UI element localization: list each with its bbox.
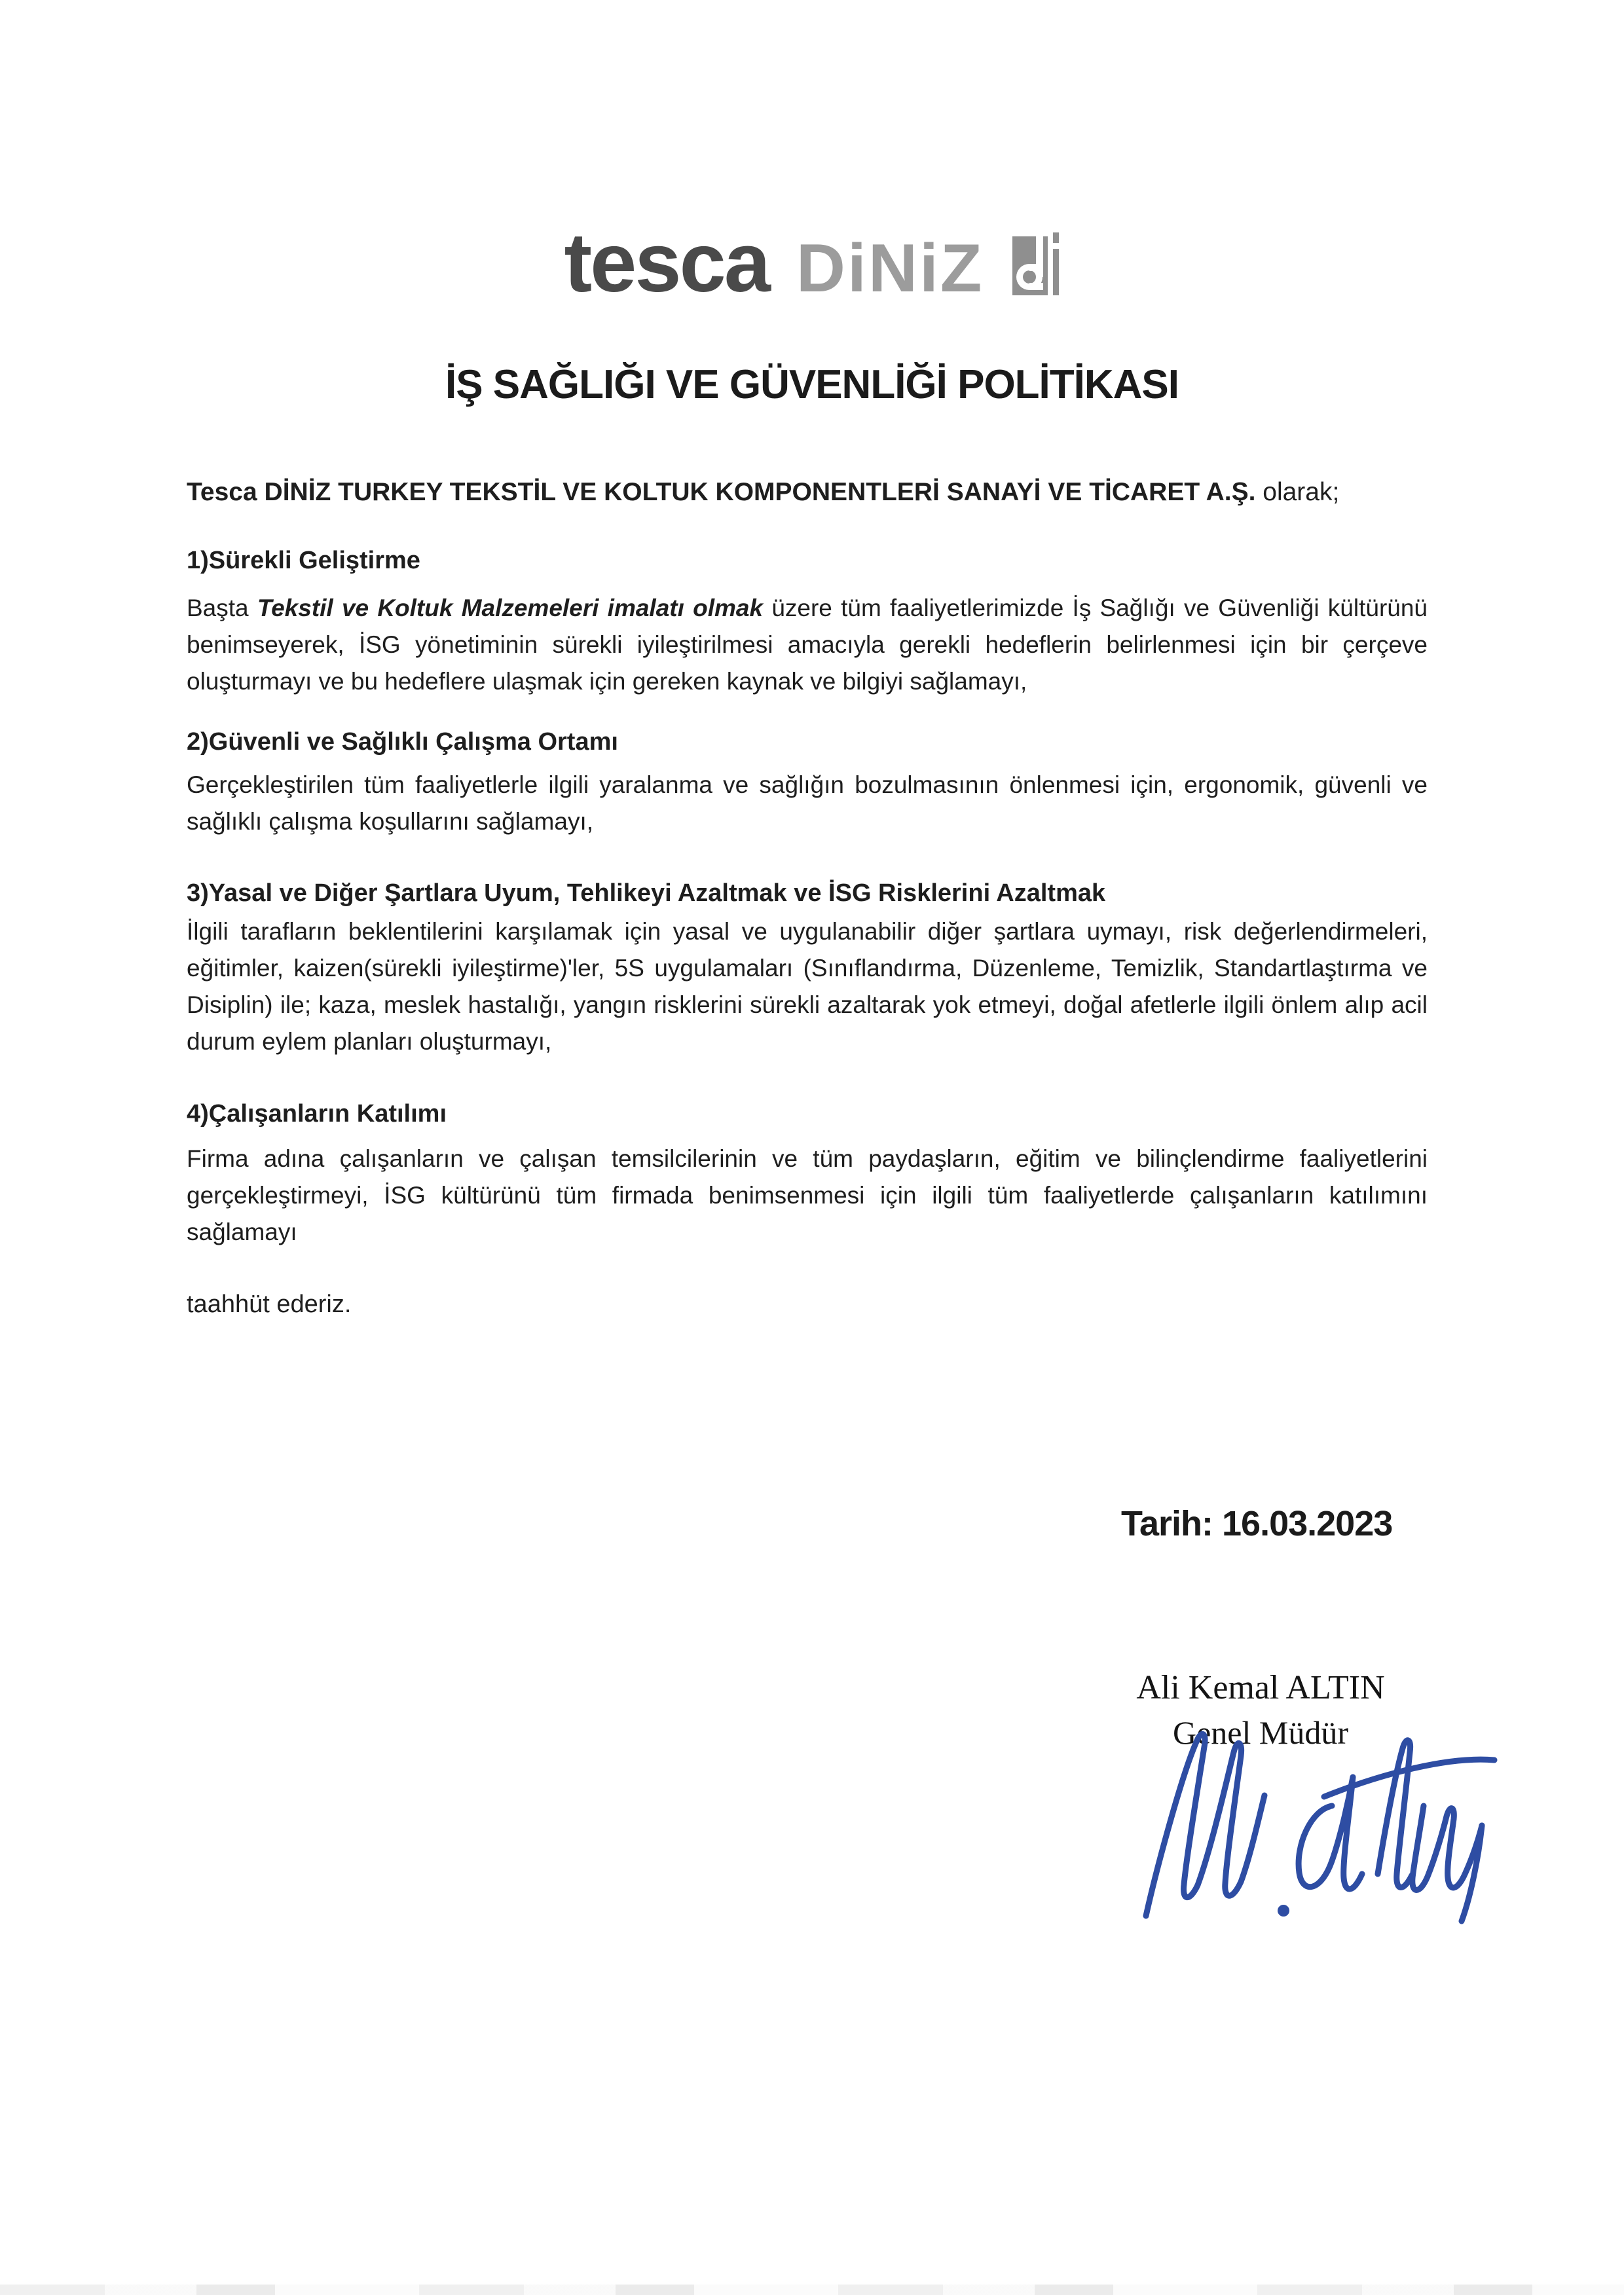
section-2-paragraph: Gerçekleştirilen tüm faaliyetlerle ilgili yaralanma ve sağlığın bozulmasının önlenmesi için, ergonomik, güvenli ve sağlıklı çalışma koşullarını sağlamayı, [187, 771, 1428, 835]
diniz-d-mark-icon [1012, 232, 1060, 301]
section-1-rest: üzere tüm faaliyetlerimizde İş Sağlığı ve Güvenliği kültürünü benimseyerek, İSG yönetiminin sürekli iyileştirilmesi amacıyla gerekli hedeflerin belirlenmesi için bir çerçeve oluşturmayı ve bu hedeflere ulaşmak için gereken kaynak ve bilgiyi sağlamayı, [187, 595, 1428, 695]
page-title: İŞ SAĞLIĞI VE GÜVENLİĞİ POLİTİKASI [445, 362, 1179, 407]
closing-statement: taahhüt ederiz. [187, 1291, 352, 1318]
section-4-heading: 4)Çalışanların Katılımı [187, 1100, 447, 1128]
section-1-paragraph [187, 590, 1428, 700]
section-4-paragraph: Firma adına çalışanların ve çalışan temsilcilerinin ve tüm paydaşların, eğitim ve bilinçlendirme faaliyetlerini gerçekleştirmeyi, İSG kültürünü tüm firmada benimsenmesi için ilgili tüm faaliyetlerde çalışanların katılımını sağlamayı [187, 1145, 1428, 1245]
company-logo [0, 216, 1624, 310]
company-name: Tesca DİNİZ TURKEY TEKSTİL VE KOLTUK KOMPONENTLERİ SANAYİ VE TİCARET A.Ş. [187, 478, 1256, 506]
signatory-role: Genel Müdür [1173, 1714, 1348, 1751]
section-2-heading: 2)Güvenli ve Sağlıklı Çalışma Ortamı [187, 728, 618, 756]
policy-body [187, 477, 1428, 1320]
handwritten-signature [1128, 1700, 1504, 1939]
signatory-name: Ali Kemal ALTIN [1136, 1669, 1385, 1706]
section-3-paragraph: İlgili tarafların beklentilerini karşılamak için yasal ve uygulanabilir diğer şartlara uymayı, risk değerlendirmeleri, eğitimler, kaizen(sürekli iyileştirme)'ler, 5S uygulamaları (Sınıflandırma, Düzenleme, Temizlik, Standartlaştırma ve Disiplin) ile; kaza, meslek hastalığı, yangın risklerini sürekli azaltarak yok etmeyi, doğal afetlerle ilgili önlem alıp acil durum eylem planları oluşturmayı, [187, 918, 1428, 1055]
logo-tesca-wordmark: tesca [564, 216, 769, 310]
date-line: Tarih: 16.03.2023 [1121, 1504, 1393, 1543]
section-3-heading: 3)Yasal ve Diğer Şartlara Uyum, Tehlikeyi Azaltmak ve İSG Risklerini Azaltmak [187, 879, 1106, 907]
logo-diniz-wordmark: DiNiZ [796, 230, 984, 306]
intro-line [187, 477, 1428, 508]
section-1-prefix: Başta [187, 595, 257, 621]
section-1-emphasis: Tekstil ve Koltuk Malzemeleri imalatı olmak [257, 595, 764, 621]
scan-artifact-strip [0, 2285, 1624, 2295]
intro-suffix: olarak; [1255, 478, 1340, 506]
section-1-heading: 1)Sürekli Geliştirme [187, 547, 420, 574]
